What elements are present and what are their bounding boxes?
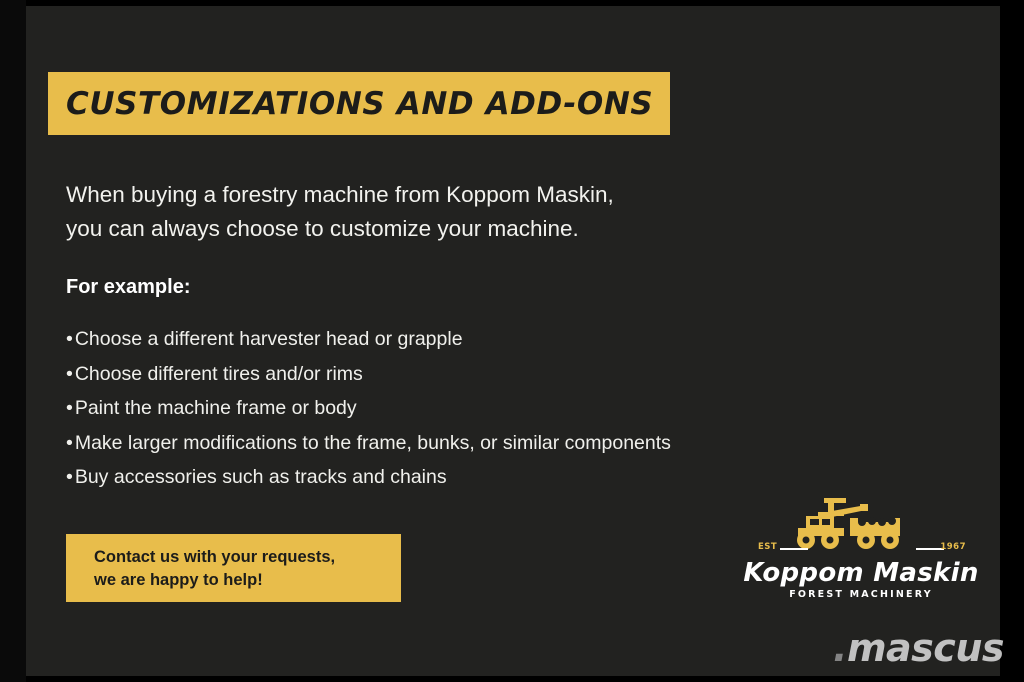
logo-company-name: Koppom Maskin [743,558,979,588]
bullet-marker-icon: • [66,431,73,454]
list-item-label: Paint the machine frame or body [74,397,357,419]
for-example-label: For example: [66,276,191,298]
logo-tagline: FOREST MACHINERY [789,589,933,600]
list-item-label: Choose different tires and/or rims [74,362,363,385]
logo-year-label: 1967 [940,542,966,552]
bullet-marker-icon: • [66,362,73,385]
brand-logo [732,496,990,616]
bullet-list [66,322,866,495]
left-edge-bar [0,0,26,682]
mascus-watermark-text: mascus [846,626,1004,670]
intro-line-2: you can always choose to customize your machine. [66,216,579,241]
list-item [66,322,866,357]
list-item [66,460,866,495]
logo-est-label: EST [758,542,778,552]
bullet-marker-icon: • [66,466,73,488]
list-item [66,357,866,392]
logo-divider-left [780,548,808,550]
bullet-marker-icon: • [66,328,73,350]
list-item [66,426,866,461]
contact-callout-line-2: we are happy to help! [94,571,263,589]
bullet-marker-icon: • [66,397,73,419]
list-item-label: Make larger modifications to the frame, bunks, or similar components [74,431,671,454]
page-title: CUSTOMIZATIONS AND ADD-ONS [66,85,654,122]
title-banner [48,72,670,135]
contact-callout [66,534,401,602]
intro-paragraph [66,178,806,246]
mascus-watermark-dot: . [833,626,847,670]
list-item-label: Choose a different harvester head or grapple [74,328,463,350]
intro-line-1: When buying a forestry machine from Koppom Maskin, [66,182,614,207]
list-item-label: Buy accessories such as tracks and chains [74,466,447,488]
mascus-watermark [833,626,1004,670]
contact-callout-line-1: Contact us with your requests, [94,548,336,566]
list-item [66,391,866,426]
